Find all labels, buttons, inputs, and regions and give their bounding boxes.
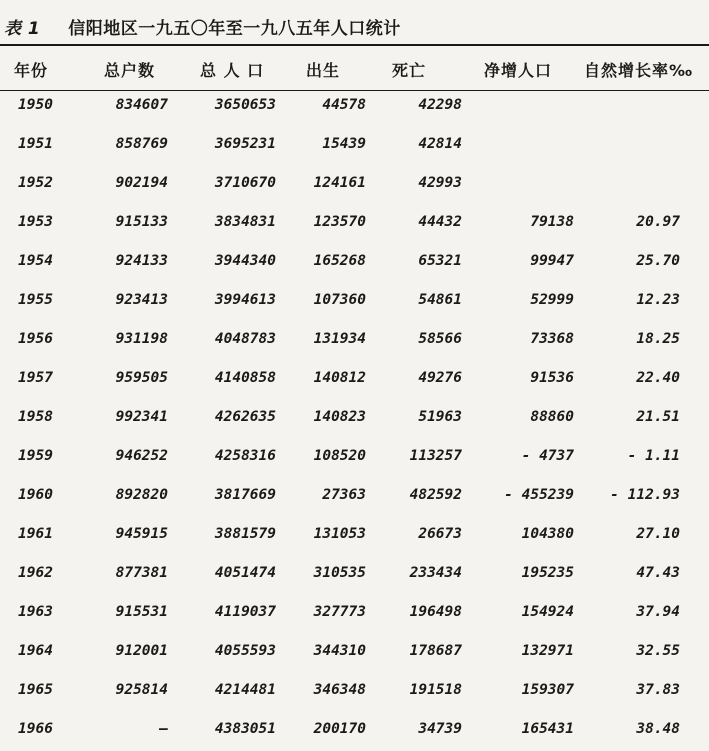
deaths-cell: 51963 — [418, 409, 462, 425]
births-cell: 310535 — [313, 565, 366, 581]
deaths-cell: 42993 — [418, 175, 462, 191]
net-increase-cell: - 455239 — [504, 487, 574, 503]
table-row — [0, 205, 709, 244]
households-cell: 945915 — [115, 526, 168, 542]
deaths-cell: 196498 — [409, 604, 462, 620]
population-cell: 3881579 — [214, 526, 276, 542]
households-cell: 858769 — [115, 136, 168, 152]
year-cell: 1952 — [18, 175, 53, 191]
population-cell: 3710670 — [214, 175, 276, 191]
population-cell: 3834831 — [214, 214, 276, 230]
year-cell: 1963 — [18, 604, 53, 620]
table-header — [0, 46, 709, 90]
growth-rate-cell: 21.51 — [636, 409, 680, 425]
births-cell: 131934 — [313, 331, 366, 347]
table-body — [0, 88, 709, 751]
births-cell: 327773 — [313, 604, 366, 620]
year-cell: 1961 — [18, 526, 53, 542]
deaths-cell: 42298 — [418, 97, 462, 113]
births-cell: 124161 — [313, 175, 366, 191]
net-increase-cell: 91536 — [530, 370, 574, 386]
households-cell: 912001 — [115, 643, 168, 659]
header-growth-rate: 自然增长率‰ — [584, 61, 694, 80]
header-net-increase: 净增人口 — [484, 61, 553, 80]
population-cell: 3817669 — [214, 487, 276, 503]
deaths-cell: 26673 — [418, 526, 462, 542]
deaths-cell: 49276 — [418, 370, 462, 386]
deaths-cell: 42814 — [418, 136, 462, 152]
table-row — [0, 634, 709, 673]
deaths-cell: 65321 — [418, 253, 462, 269]
net-increase-cell: 132971 — [521, 643, 574, 659]
deaths-cell: 34739 — [418, 721, 462, 737]
deaths-cell: 58566 — [418, 331, 462, 347]
growth-rate-cell: 20.97 — [636, 214, 680, 230]
households-cell: 877381 — [115, 565, 168, 581]
table-row — [0, 712, 709, 751]
births-cell: 200170 — [313, 721, 366, 737]
births-cell: 346348 — [313, 682, 366, 698]
table-number: 表 1 — [4, 19, 41, 39]
year-cell: 1966 — [18, 721, 53, 737]
year-cell: 1965 — [18, 682, 53, 698]
table-row — [0, 595, 709, 634]
households-cell: 892820 — [115, 487, 168, 503]
growth-rate-cell: - 112.93 — [610, 487, 680, 503]
year-cell: 1956 — [18, 331, 53, 347]
table-row — [0, 517, 709, 556]
births-cell: 165268 — [313, 253, 366, 269]
net-increase-cell: 165431 — [521, 721, 574, 737]
households-cell: 915133 — [115, 214, 168, 230]
households-cell: 915531 — [115, 604, 168, 620]
table-row — [0, 400, 709, 439]
year-cell: 1953 — [18, 214, 53, 230]
year-cell: 1954 — [18, 253, 53, 269]
deaths-cell: 178687 — [409, 643, 462, 659]
population-cell: 4258316 — [214, 448, 276, 464]
year-cell: 1959 — [18, 448, 53, 464]
net-increase-cell: 52999 — [530, 292, 574, 308]
net-increase-cell: - 4737 — [521, 448, 574, 464]
population-cell: 4119037 — [214, 604, 276, 620]
births-cell: 107360 — [313, 292, 366, 308]
net-increase-cell: 154924 — [521, 604, 574, 620]
births-cell: 344310 — [313, 643, 366, 659]
growth-rate-cell: 18.25 — [636, 331, 680, 347]
population-cell: 4262635 — [214, 409, 276, 425]
year-cell: 1962 — [18, 565, 53, 581]
population-cell: 4051474 — [214, 565, 276, 581]
header-year: 年份 — [14, 61, 49, 80]
year-cell: 1955 — [18, 292, 53, 308]
households-cell: 992341 — [115, 409, 168, 425]
deaths-cell: 113257 — [409, 448, 462, 464]
births-cell: 15439 — [322, 136, 366, 152]
table-row — [0, 361, 709, 400]
households-cell: 923413 — [115, 292, 168, 308]
births-cell: 108520 — [313, 448, 366, 464]
population-cell: 3695231 — [214, 136, 276, 152]
growth-rate-cell: 25.70 — [636, 253, 680, 269]
table-row — [0, 556, 709, 595]
deaths-cell: 233434 — [409, 565, 462, 581]
growth-rate-cell: 37.94 — [636, 604, 680, 620]
net-increase-cell: 99947 — [530, 253, 574, 269]
growth-rate-cell: - 1.11 — [627, 448, 680, 464]
population-cell: 4383051 — [214, 721, 276, 737]
growth-rate-cell: 27.10 — [636, 526, 680, 542]
table-row — [0, 127, 709, 166]
table-row — [0, 244, 709, 283]
births-cell: 140812 — [313, 370, 366, 386]
net-increase-cell: 195235 — [521, 565, 574, 581]
year-cell: 1957 — [18, 370, 53, 386]
net-increase-cell: 88860 — [530, 409, 574, 425]
population-cell: 3994613 — [214, 292, 276, 308]
year-cell: 1950 — [18, 97, 53, 113]
table-row — [0, 673, 709, 712]
births-cell: 123570 — [313, 214, 366, 230]
table-row — [0, 166, 709, 205]
table-row — [0, 283, 709, 322]
table-row — [0, 478, 709, 517]
deaths-cell: 191518 — [409, 682, 462, 698]
births-cell: 131053 — [313, 526, 366, 542]
growth-rate-cell: 32.55 — [636, 643, 680, 659]
net-increase-cell: 159307 — [521, 682, 574, 698]
population-cell: 4214481 — [214, 682, 276, 698]
births-cell: 44578 — [322, 97, 366, 113]
net-increase-cell: 79138 — [530, 214, 574, 230]
population-cell: 3944340 — [214, 253, 276, 269]
households-cell: 931198 — [115, 331, 168, 347]
growth-rate-cell: 47.43 — [636, 565, 680, 581]
births-cell: 27363 — [322, 487, 366, 503]
deaths-cell: 54861 — [418, 292, 462, 308]
net-increase-cell: 104380 — [521, 526, 574, 542]
year-cell: 1951 — [18, 136, 53, 152]
year-cell: 1958 — [18, 409, 53, 425]
growth-rate-cell: 38.48 — [636, 721, 680, 737]
households-cell: — — [159, 721, 168, 737]
growth-rate-cell: 37.83 — [636, 682, 680, 698]
table-row — [0, 322, 709, 361]
year-cell: 1964 — [18, 643, 53, 659]
population-cell: 3650653 — [214, 97, 276, 113]
population-cell: 4048783 — [214, 331, 276, 347]
households-cell: 902194 — [115, 175, 168, 191]
header-births: 出生 — [306, 61, 341, 80]
population-cell: 4140858 — [214, 370, 276, 386]
header-deaths: 死亡 — [392, 61, 427, 80]
deaths-cell: 482592 — [409, 487, 462, 503]
deaths-cell: 44432 — [418, 214, 462, 230]
households-cell: 959505 — [115, 370, 168, 386]
net-increase-cell: 73368 — [530, 331, 574, 347]
header-households: 总户数 — [104, 61, 156, 80]
growth-rate-cell: 12.23 — [636, 292, 680, 308]
table-title — [4, 14, 401, 39]
table-caption: 信阳地区一九五〇年至一九八五年人口统计 — [68, 19, 401, 39]
households-cell: 946252 — [115, 448, 168, 464]
households-cell: 834607 — [115, 97, 168, 113]
births-cell: 140823 — [313, 409, 366, 425]
households-cell: 924133 — [115, 253, 168, 269]
table-row — [0, 88, 709, 127]
population-cell: 4055593 — [214, 643, 276, 659]
table-row — [0, 439, 709, 478]
households-cell: 925814 — [115, 682, 168, 698]
growth-rate-cell: 22.40 — [636, 370, 680, 386]
header-population: 总 人 口 — [200, 61, 265, 80]
year-cell: 1960 — [18, 487, 53, 503]
